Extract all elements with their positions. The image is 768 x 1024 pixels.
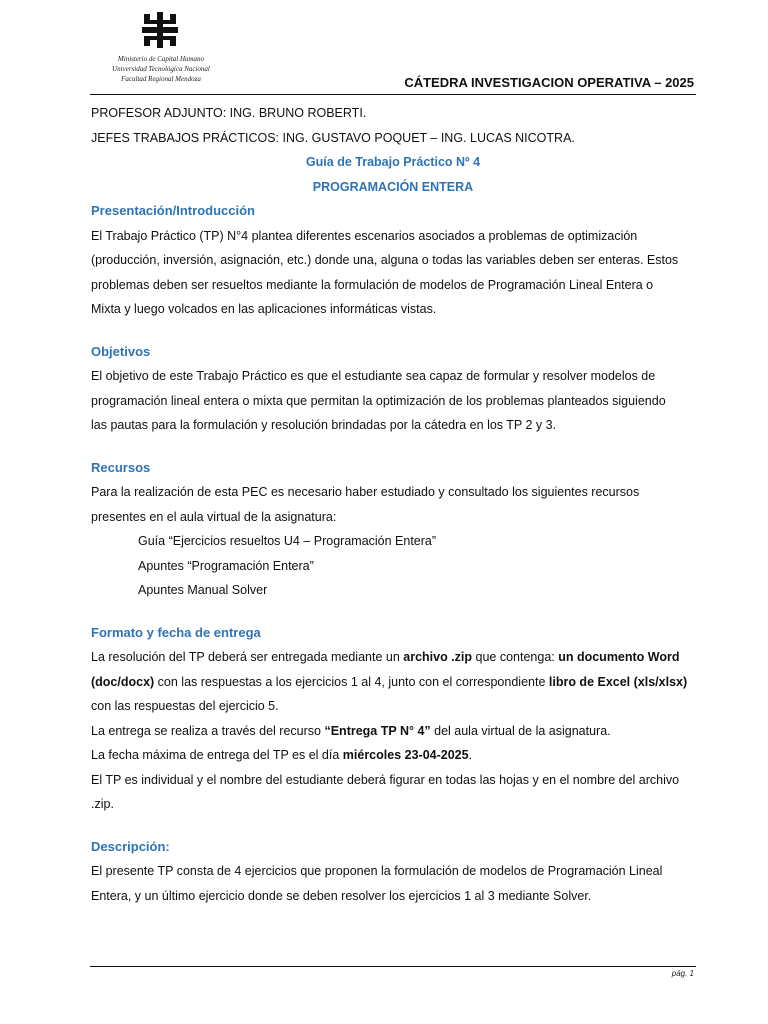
institution-lines [86, 54, 236, 84]
utn-logo-icon [142, 12, 178, 48]
text-run: del aula virtual de la asignatura. [430, 723, 611, 738]
header-divider [90, 94, 696, 95]
paragraph-line: presentes en el aula virtual de la asignatura: [91, 509, 337, 524]
section-heading-recursos: Recursos [91, 459, 151, 475]
bold-run: “Entrega TP N° 4” [324, 723, 431, 738]
descripcion-paragraph [91, 859, 695, 908]
paragraph-line: con las respuestas del ejercicio 5. [91, 699, 279, 713]
paragraph-line: (producción, inversión, asignación, etc.) donde una, alguna o todas las variables deben ser enteras. Estos [91, 253, 679, 267]
recursos-paragraph [91, 480, 695, 603]
presentacion-paragraph [91, 224, 695, 322]
paragraph-line [91, 645, 695, 670]
paragraph-line [91, 719, 695, 744]
logo-line: Facultad Regional Mendoza [121, 75, 201, 83]
text-run: que contenga: [472, 650, 559, 664]
text-run: La fecha máxima de entrega del TP es el día [91, 748, 343, 762]
section-heading-presentacion: Presentación/Introducción [91, 203, 255, 218]
bold-run: libro de Excel (xls/xlsx) [548, 674, 688, 689]
text-run: . [468, 748, 473, 762]
profesor-line: PROFESOR ADJUNTO: ING. BRUNO ROBERTI. [91, 106, 367, 120]
paragraph-line [91, 670, 695, 695]
resource-item: Guía “Ejercicios resueltos U4 – Programación Entera” [138, 534, 437, 548]
bold-run: un documento Word [558, 650, 680, 664]
objetivos-paragraph [91, 364, 695, 438]
bold-run: miércoles 23-04-2025 [342, 748, 469, 762]
paragraph-line: las pautas para la formulación y resolución brindadas por la cátedra en los TP 2 y 3. [91, 418, 557, 432]
paragraph-line: El presente TP consta de 4 ejercicios que proponen la formulación de modelos de Programación Lineal [91, 864, 663, 878]
catedra-header: CÁTEDRA INVESTIGACION OPERATIVA – 2025 [404, 75, 694, 90]
resource-item: Apuntes “Programación Entera” [138, 558, 314, 573]
paragraph-line: problemas deben ser resueltos mediante la formulación de modelos de Programación Lineal Entera o [91, 277, 654, 292]
text-run: La resolución del TP deberá ser entregada mediante un [91, 650, 404, 664]
paragraph-line: El Trabajo Práctico (TP) N°4 plantea diferentes escenarios asociados a problemas de optimización [91, 228, 638, 243]
document-body [91, 101, 695, 908]
paragraph-line: Para la realización de esta PEC es necesario haber estudiado y consultado los siguientes recursos [91, 485, 640, 499]
logo-line: Ministerio de Capital Humano [117, 55, 205, 63]
bold-run: (doc/docx) [91, 674, 155, 689]
text-run: con las respuestas a los ejercicios 1 al 4, junto con el correspondiente [154, 674, 549, 689]
formato-paragraph [91, 645, 695, 817]
section-heading-descripcion: Descripción: [91, 838, 170, 854]
paragraph-line: Entera, y un último ejercicio donde se deben resolver los ejercicios 1 al 3 mediante Solver. [91, 888, 592, 903]
logo-line: Universidad Tecnológica Nacional [112, 65, 210, 73]
paragraph-line: .zip. [91, 797, 114, 811]
footer-divider [90, 966, 696, 967]
paragraph-line: El TP es individual y el nombre del estudiante deberá figurar en todas las hojas y en el nombre del archivo [91, 772, 680, 787]
topic-title: PROGRAMACIÓN ENTERA [312, 179, 474, 194]
paragraph-line: El objetivo de este Trabajo Práctico es que el estudiante sea capaz de formular y resolver modelos de [91, 369, 656, 383]
paragraph-line [91, 743, 695, 768]
bold-run: archivo .zip [403, 650, 473, 664]
section-heading-objetivos: Objetivos [91, 343, 151, 359]
page-number: pág. 1 [671, 969, 694, 978]
guide-title: Guía de Trabajo Práctico Nº 4 [305, 155, 481, 169]
section-heading-formato: Formato y fecha de entrega [91, 624, 261, 640]
text-run: La entrega se realiza a través del recurso [91, 723, 325, 738]
jefes-line: JEFES TRABAJOS PRÁCTICOS: ING. GUSTAVO POQUET – ING. LUCAS NICOTRA. [91, 130, 575, 145]
paragraph-line: programación lineal entera o mixta que permitan la optimización de los problemas planteados siguiendo [91, 393, 666, 408]
paragraph-line: Mixta y luego volcados en las aplicaciones informáticas vistas. [91, 302, 437, 316]
resource-item: Apuntes Manual Solver [138, 583, 268, 597]
